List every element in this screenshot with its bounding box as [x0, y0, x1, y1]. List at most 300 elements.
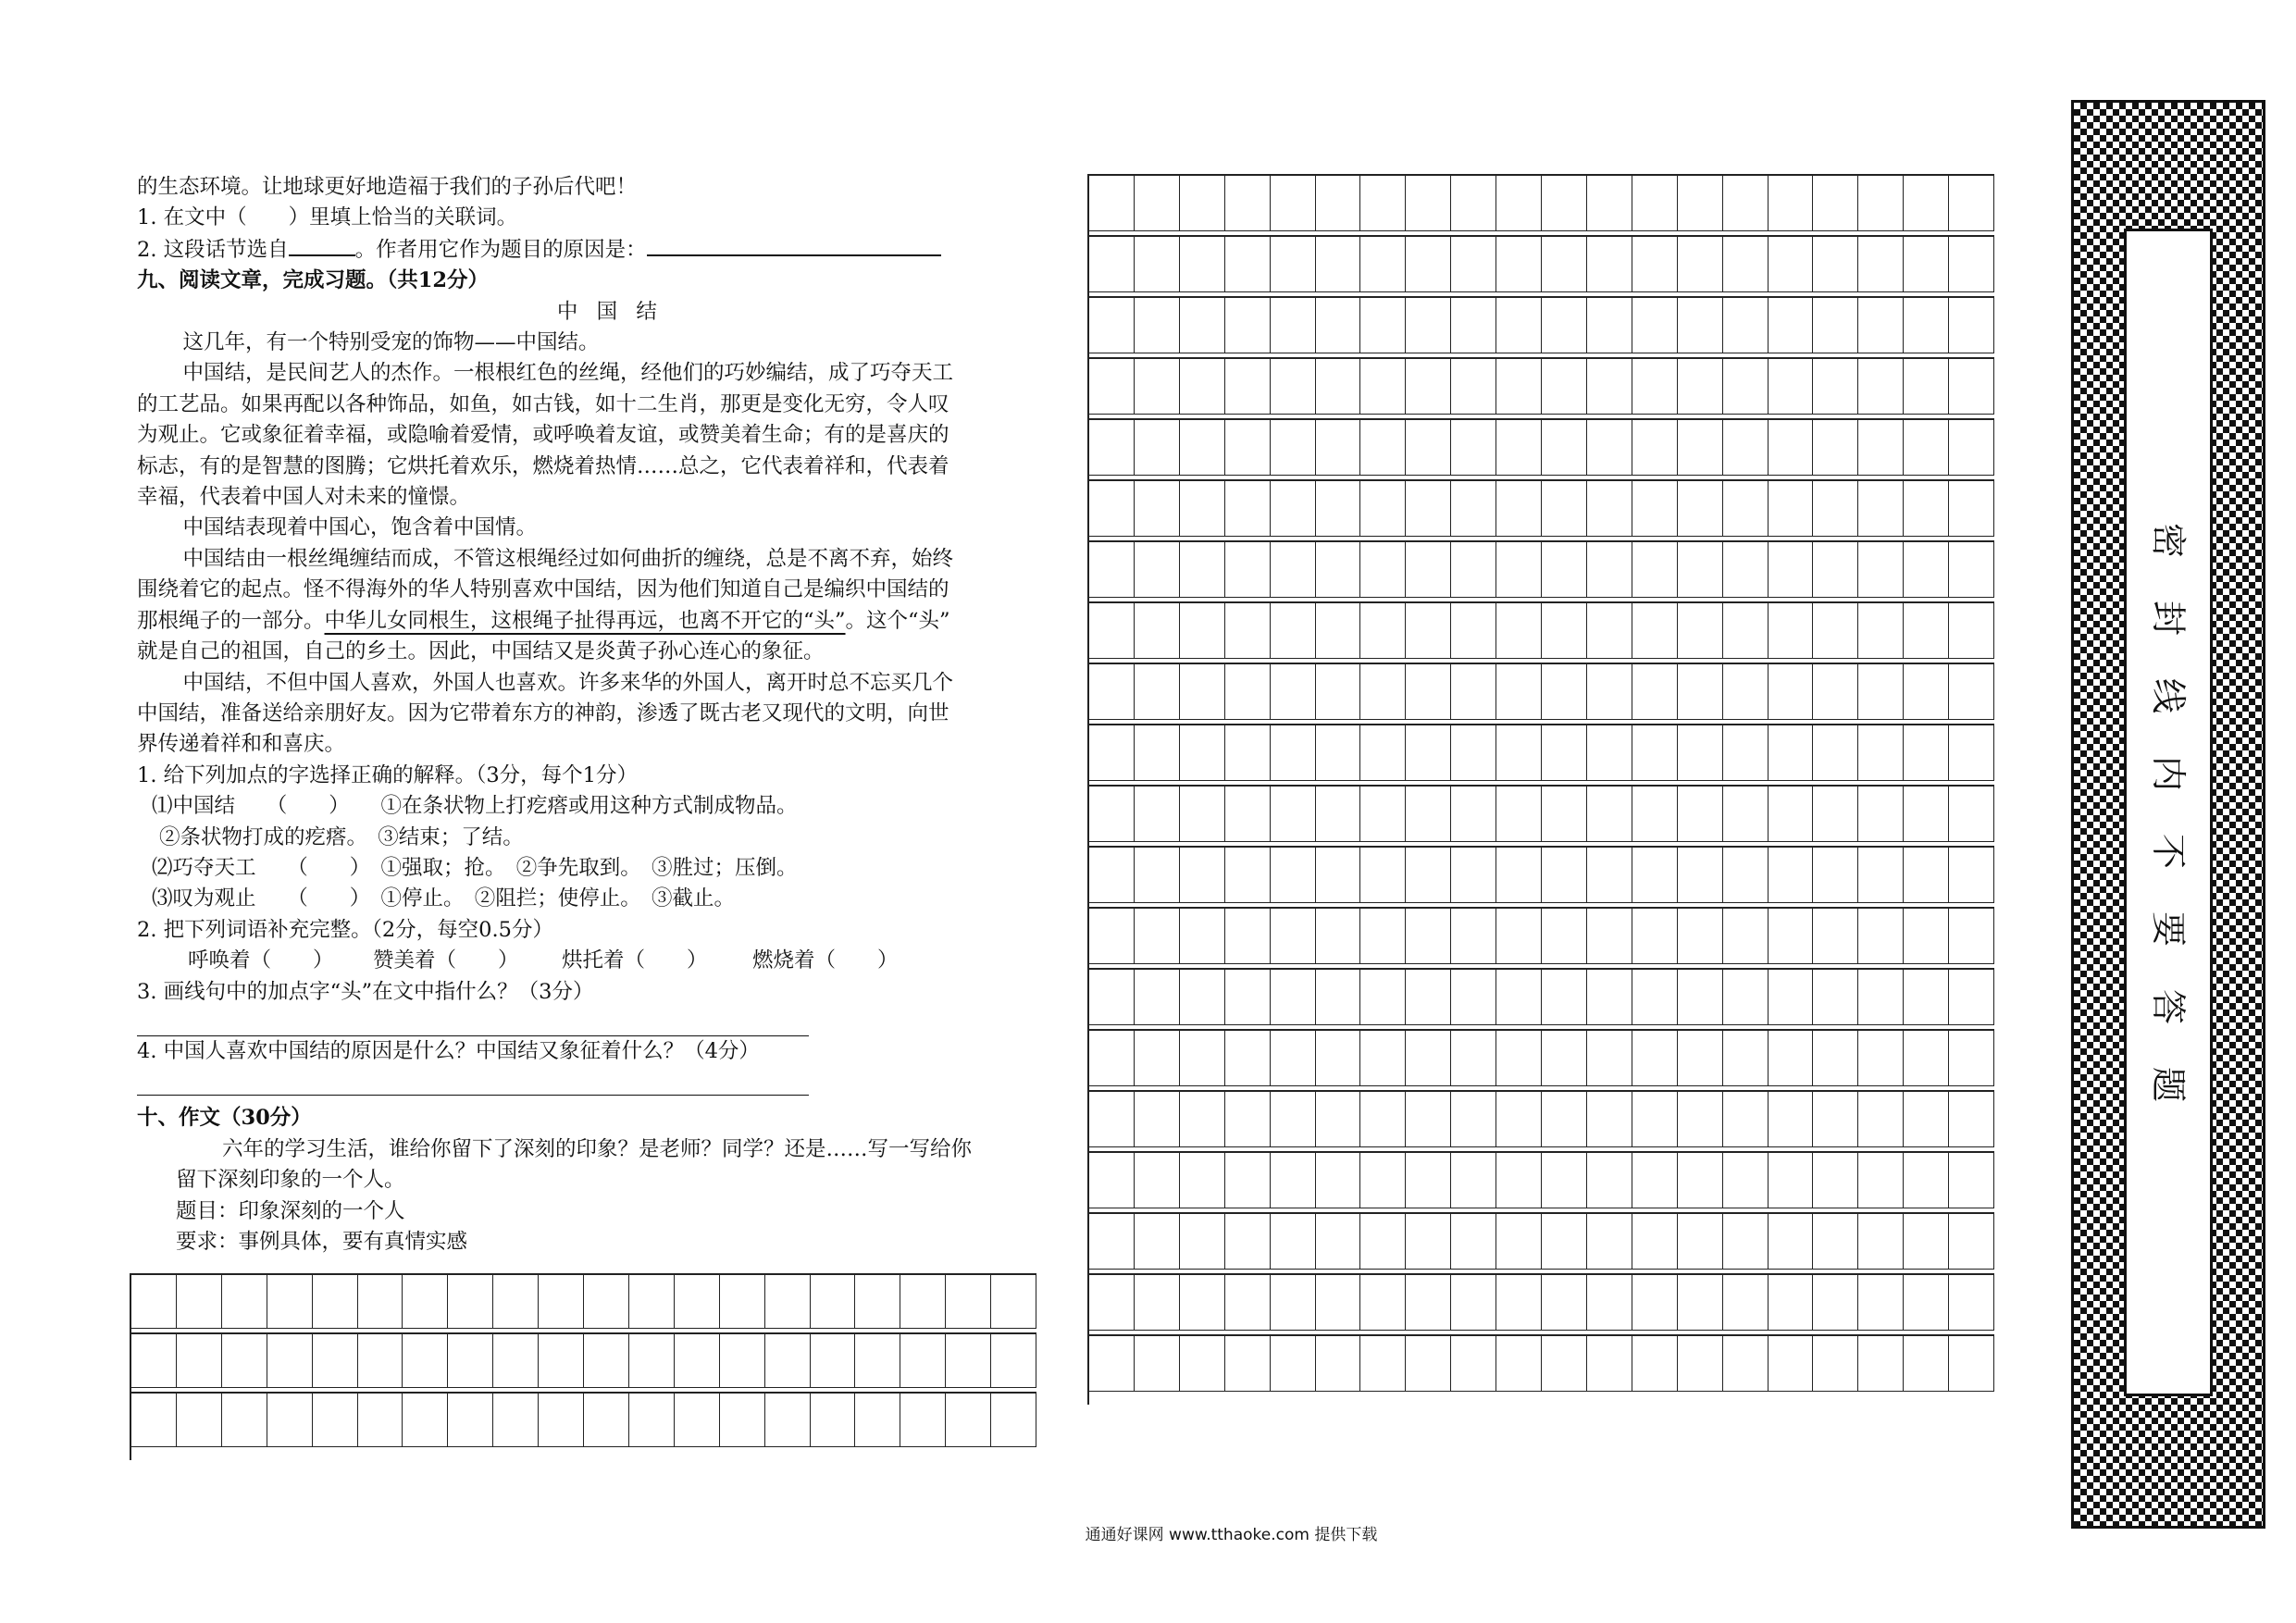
grid-cell[interactable] — [1858, 725, 1904, 781]
grid-cell[interactable] — [1089, 664, 1135, 720]
grid-cell[interactable] — [403, 1394, 448, 1447]
grid-cell[interactable] — [1180, 848, 1225, 903]
grid-cell[interactable] — [1360, 420, 1406, 476]
grid-cell[interactable] — [1542, 725, 1587, 781]
grid-cell[interactable] — [1769, 1336, 1814, 1392]
grid-cell[interactable] — [1678, 1031, 1723, 1086]
grid-cell[interactable] — [1451, 1153, 1496, 1208]
grid-cell[interactable] — [1451, 909, 1496, 964]
answer-blank-reason[interactable] — [647, 234, 941, 256]
grid-cell[interactable] — [1089, 1153, 1135, 1208]
grid-cell[interactable] — [1406, 1153, 1451, 1208]
grid-cell[interactable] — [1542, 1031, 1587, 1086]
grid-cell[interactable] — [1271, 542, 1316, 598]
grid-cell[interactable] — [1451, 725, 1496, 781]
grid-cell[interactable] — [1904, 481, 1949, 537]
grid-cell[interactable] — [131, 1334, 177, 1388]
grid-cell[interactable] — [1451, 481, 1496, 537]
grid-cell[interactable] — [1360, 725, 1406, 781]
grid-cell[interactable] — [584, 1394, 629, 1447]
grid-cell[interactable] — [1180, 970, 1225, 1025]
grid-cell[interactable] — [1813, 848, 1858, 903]
grid-cell[interactable] — [1904, 542, 1949, 598]
grid-cell[interactable] — [1135, 298, 1180, 353]
grid-cell[interactable] — [1632, 542, 1678, 598]
grid-cell[interactable] — [448, 1394, 493, 1447]
grid-cell[interactable] — [177, 1394, 222, 1447]
grid-cell[interactable] — [1542, 603, 1587, 659]
grid-cell[interactable] — [1180, 542, 1225, 598]
grid-cell[interactable] — [1225, 1092, 1271, 1147]
grid-cell[interactable] — [1632, 1092, 1678, 1147]
grid-cell[interactable] — [1678, 176, 1723, 231]
grid-cell[interactable] — [1587, 725, 1632, 781]
grid-cell[interactable] — [1316, 848, 1361, 903]
grid-cell[interactable] — [1496, 909, 1542, 964]
grid-cell[interactable] — [991, 1275, 1036, 1329]
grid-cell[interactable] — [1587, 603, 1632, 659]
grid-cell[interactable] — [1225, 359, 1271, 415]
grid-cell[interactable] — [1316, 664, 1361, 720]
grid-cell[interactable] — [1949, 481, 1994, 537]
grid-cell[interactable] — [1542, 1336, 1587, 1392]
grid-cell[interactable] — [1316, 542, 1361, 598]
grid-cell[interactable] — [1316, 420, 1361, 476]
grid-cell[interactable] — [1406, 787, 1451, 842]
grid-cell[interactable] — [1723, 420, 1769, 476]
grid-cell[interactable] — [1316, 481, 1361, 537]
grid-cell[interactable] — [1769, 1092, 1814, 1147]
grid-cell[interactable] — [1904, 1214, 1949, 1270]
grid-cell[interactable] — [1089, 298, 1135, 353]
grid-cell[interactable] — [1904, 603, 1949, 659]
grid-cell[interactable] — [584, 1275, 629, 1329]
grid-cell[interactable] — [1089, 909, 1135, 964]
grid-cell[interactable] — [1723, 603, 1769, 659]
grid-cell[interactable] — [1225, 725, 1271, 781]
grid-cell[interactable] — [1949, 420, 1994, 476]
grid-cell[interactable] — [1678, 787, 1723, 842]
grid-cell[interactable] — [1406, 664, 1451, 720]
grid-cell[interactable] — [900, 1275, 946, 1329]
grid-cell[interactable] — [1451, 542, 1496, 598]
answer-blank-source[interactable] — [289, 234, 355, 256]
grid-cell[interactable] — [1135, 1275, 1180, 1331]
grid-cell[interactable] — [675, 1334, 720, 1388]
grid-cell[interactable] — [1587, 1336, 1632, 1392]
grid-cell[interactable] — [629, 1275, 675, 1329]
grid-cell[interactable] — [1089, 176, 1135, 231]
grid-cell[interactable] — [1496, 848, 1542, 903]
grid-cell[interactable] — [1587, 909, 1632, 964]
grid-cell[interactable] — [1949, 359, 1994, 415]
grid-cell[interactable] — [1406, 603, 1451, 659]
grid-cell[interactable] — [1949, 725, 1994, 781]
grid-cell[interactable] — [1271, 237, 1316, 292]
grid-cell[interactable] — [1904, 909, 1949, 964]
grid-cell[interactable] — [1496, 664, 1542, 720]
grid-cell[interactable] — [1678, 1153, 1723, 1208]
grid-cell[interactable] — [1769, 848, 1814, 903]
grid-cell[interactable] — [1316, 1153, 1361, 1208]
grid-cell[interactable] — [1769, 176, 1814, 231]
grid-cell[interactable] — [1135, 359, 1180, 415]
grid-cell[interactable] — [1360, 970, 1406, 1025]
grid-cell[interactable] — [358, 1334, 403, 1388]
grid-cell[interactable] — [1089, 420, 1135, 476]
grid-cell[interactable] — [1135, 542, 1180, 598]
grid-cell[interactable] — [1451, 1031, 1496, 1086]
grid-cell[interactable] — [1769, 1214, 1814, 1270]
grid-cell[interactable] — [1678, 298, 1723, 353]
grid-cell[interactable] — [1496, 542, 1542, 598]
grid-cell[interactable] — [765, 1275, 811, 1329]
grid-cell[interactable] — [1451, 664, 1496, 720]
grid-cell[interactable] — [1135, 787, 1180, 842]
grid-cell[interactable] — [1723, 359, 1769, 415]
grid-cell[interactable] — [222, 1275, 267, 1329]
grid-cell[interactable] — [675, 1394, 720, 1447]
grid-cell[interactable] — [1949, 542, 1994, 598]
grid-cell[interactable] — [1632, 1153, 1678, 1208]
grid-cell[interactable] — [1904, 420, 1949, 476]
grid-cell[interactable] — [1089, 542, 1135, 598]
grid-cell[interactable] — [1406, 420, 1451, 476]
grid-cell[interactable] — [1496, 970, 1542, 1025]
grid-cell[interactable] — [1271, 848, 1316, 903]
grid-cell[interactable] — [1904, 664, 1949, 720]
grid-cell[interactable] — [1496, 176, 1542, 231]
grid-cell[interactable] — [1225, 848, 1271, 903]
grid-cell[interactable] — [1089, 1214, 1135, 1270]
grid-cell[interactable] — [358, 1275, 403, 1329]
grid-cell[interactable] — [1723, 1275, 1769, 1331]
grid-cell[interactable] — [1496, 603, 1542, 659]
grid-cell[interactable] — [1813, 909, 1858, 964]
grid-cell[interactable] — [1723, 1214, 1769, 1270]
grid-cell[interactable] — [1813, 725, 1858, 781]
grid-cell[interactable] — [1180, 603, 1225, 659]
grid-cell[interactable] — [1949, 603, 1994, 659]
grid-cell[interactable] — [1949, 1092, 1994, 1147]
grid-cell[interactable] — [1904, 176, 1949, 231]
grid-cell[interactable] — [1271, 420, 1316, 476]
grid-cell[interactable] — [1360, 603, 1406, 659]
grid-cell[interactable] — [1225, 970, 1271, 1025]
grid-cell[interactable] — [720, 1334, 765, 1388]
grid-cell[interactable] — [1135, 237, 1180, 292]
grid-cell[interactable] — [1316, 176, 1361, 231]
grid-cell[interactable] — [900, 1334, 946, 1388]
grid-cell[interactable] — [1587, 787, 1632, 842]
grid-cell[interactable] — [1678, 603, 1723, 659]
grid-cell[interactable] — [1406, 725, 1451, 781]
grid-cell[interactable] — [1406, 542, 1451, 598]
grid-cell[interactable] — [1858, 359, 1904, 415]
grid-cell[interactable] — [1089, 725, 1135, 781]
grid-cell[interactable] — [1542, 970, 1587, 1025]
grid-cell[interactable] — [1360, 237, 1406, 292]
grid-cell[interactable] — [675, 1275, 720, 1329]
grid-cell[interactable] — [1632, 725, 1678, 781]
grid-cell[interactable] — [1135, 481, 1180, 537]
grid-cell[interactable] — [1949, 970, 1994, 1025]
grid-cell[interactable] — [1904, 1275, 1949, 1331]
grid-cell[interactable] — [1723, 1031, 1769, 1086]
grid-cell[interactable] — [1858, 787, 1904, 842]
grid-cell[interactable] — [1813, 237, 1858, 292]
grid-cell[interactable] — [1813, 1092, 1858, 1147]
grid-cell[interactable] — [1451, 1336, 1496, 1392]
grid-cell[interactable] — [1451, 603, 1496, 659]
grid-cell[interactable] — [1496, 420, 1542, 476]
grid-cell[interactable] — [1406, 1336, 1451, 1392]
grid-cell[interactable] — [1451, 970, 1496, 1025]
grid-cell[interactable] — [855, 1275, 900, 1329]
grid-cell[interactable] — [1678, 664, 1723, 720]
grid-cell[interactable] — [1360, 1092, 1406, 1147]
grid-cell[interactable] — [1180, 1214, 1225, 1270]
grid-cell[interactable] — [1813, 1336, 1858, 1392]
grid-cell[interactable] — [1406, 237, 1451, 292]
grid-cell[interactable] — [1451, 420, 1496, 476]
grid-cell[interactable] — [1225, 1336, 1271, 1392]
grid-cell[interactable] — [1769, 603, 1814, 659]
grid-cell[interactable] — [1813, 176, 1858, 231]
grid-cell[interactable] — [1949, 237, 1994, 292]
grid-cell[interactable] — [1904, 848, 1949, 903]
grid-cell[interactable] — [1632, 1031, 1678, 1086]
grid-cell[interactable] — [1542, 1092, 1587, 1147]
grid-cell[interactable] — [1858, 664, 1904, 720]
grid-cell[interactable] — [946, 1334, 991, 1388]
grid-cell[interactable] — [629, 1394, 675, 1447]
grid-cell[interactable] — [1451, 359, 1496, 415]
grid-cell[interactable] — [1180, 909, 1225, 964]
grid-cell[interactable] — [1769, 298, 1814, 353]
grid-cell[interactable] — [1769, 481, 1814, 537]
grid-cell[interactable] — [811, 1394, 856, 1447]
grid-cell[interactable] — [1632, 1275, 1678, 1331]
grid-cell[interactable] — [1360, 664, 1406, 720]
grid-cell[interactable] — [1316, 1275, 1361, 1331]
grid-cell[interactable] — [1316, 787, 1361, 842]
grid-cell[interactable] — [1271, 909, 1316, 964]
grid-cell[interactable] — [1858, 542, 1904, 598]
grid-cell[interactable] — [1632, 298, 1678, 353]
grid-cell[interactable] — [1135, 1336, 1180, 1392]
grid-cell[interactable] — [1496, 359, 1542, 415]
grid-cell[interactable] — [1451, 787, 1496, 842]
grid-cell[interactable] — [1360, 1214, 1406, 1270]
grid-cell[interactable] — [1632, 359, 1678, 415]
grid-cell[interactable] — [1316, 603, 1361, 659]
grid-cell[interactable] — [1542, 542, 1587, 598]
grid-cell[interactable] — [1678, 1092, 1723, 1147]
grid-cell[interactable] — [1451, 176, 1496, 231]
grid-cell[interactable] — [1271, 1275, 1316, 1331]
grid-cell[interactable] — [1769, 787, 1814, 842]
grid-cell[interactable] — [1542, 787, 1587, 842]
grid-cell[interactable] — [1587, 1031, 1632, 1086]
grid-cell[interactable] — [1180, 787, 1225, 842]
grid-cell[interactable] — [1678, 909, 1723, 964]
grid-cell[interactable] — [1406, 1031, 1451, 1086]
grid-cell[interactable] — [1180, 481, 1225, 537]
grid-cell[interactable] — [1135, 603, 1180, 659]
grid-cell[interactable] — [1542, 481, 1587, 537]
grid-cell[interactable] — [584, 1334, 629, 1388]
grid-cell[interactable] — [629, 1334, 675, 1388]
grid-cell[interactable] — [1723, 787, 1769, 842]
grid-cell[interactable] — [1089, 1275, 1135, 1331]
grid-cell[interactable] — [1451, 1214, 1496, 1270]
grid-cell[interactable] — [493, 1275, 539, 1329]
grid-cell[interactable] — [1813, 664, 1858, 720]
grid-cell[interactable] — [1858, 970, 1904, 1025]
grid-cell[interactable] — [1089, 1336, 1135, 1392]
grid-cell[interactable] — [1769, 420, 1814, 476]
grid-cell[interactable] — [313, 1275, 358, 1329]
grid-cell[interactable] — [1360, 176, 1406, 231]
grid-cell[interactable] — [1271, 176, 1316, 231]
answer-line-q4[interactable] — [137, 1067, 809, 1096]
grid-cell[interactable] — [720, 1275, 765, 1329]
grid-cell[interactable] — [1678, 725, 1723, 781]
grid-cell[interactable] — [1904, 237, 1949, 292]
grid-cell[interactable] — [1858, 176, 1904, 231]
grid-cell[interactable] — [1632, 664, 1678, 720]
grid-cell[interactable] — [1180, 420, 1225, 476]
grid-cell[interactable] — [1678, 1336, 1723, 1392]
grid-cell[interactable] — [1496, 237, 1542, 292]
grid-cell[interactable] — [1089, 1092, 1135, 1147]
grid-cell[interactable] — [1587, 420, 1632, 476]
grid-cell[interactable] — [1451, 1275, 1496, 1331]
grid-cell[interactable] — [1271, 1092, 1316, 1147]
grid-cell[interactable] — [1723, 1092, 1769, 1147]
grid-cell[interactable] — [1858, 1275, 1904, 1331]
grid-cell[interactable] — [1271, 970, 1316, 1025]
grid-cell[interactable] — [1180, 725, 1225, 781]
grid-cell[interactable] — [1723, 664, 1769, 720]
grid-cell[interactable] — [1587, 1275, 1632, 1331]
grid-cell[interactable] — [1271, 1031, 1316, 1086]
grid-cell[interactable] — [1316, 725, 1361, 781]
grid-cell[interactable] — [1180, 1153, 1225, 1208]
grid-cell[interactable] — [1632, 787, 1678, 842]
grid-cell[interactable] — [1542, 298, 1587, 353]
grid-cell[interactable] — [1406, 848, 1451, 903]
grid-cell[interactable] — [1180, 1031, 1225, 1086]
grid-cell[interactable] — [1769, 664, 1814, 720]
grid-cell[interactable] — [1949, 1031, 1994, 1086]
grid-cell[interactable] — [1678, 237, 1723, 292]
grid-cell[interactable] — [1813, 420, 1858, 476]
grid-cell[interactable] — [1769, 359, 1814, 415]
grid-cell[interactable] — [1496, 725, 1542, 781]
grid-cell[interactable] — [1813, 1031, 1858, 1086]
grid-cell[interactable] — [1858, 481, 1904, 537]
grid-cell[interactable] — [1225, 1275, 1271, 1331]
grid-cell[interactable] — [1769, 909, 1814, 964]
grid-cell[interactable] — [1271, 359, 1316, 415]
grid-cell[interactable] — [1904, 1153, 1949, 1208]
grid-cell[interactable] — [131, 1275, 177, 1329]
grid-cell[interactable] — [1542, 359, 1587, 415]
grid-cell[interactable] — [1271, 603, 1316, 659]
grid-cell[interactable] — [1406, 298, 1451, 353]
grid-cell[interactable] — [1089, 603, 1135, 659]
grid-cell[interactable] — [1858, 420, 1904, 476]
grid-cell[interactable] — [1135, 664, 1180, 720]
grid-cell[interactable] — [177, 1275, 222, 1329]
grid-cell[interactable] — [1949, 787, 1994, 842]
grid-cell[interactable] — [1496, 481, 1542, 537]
grid-cell[interactable] — [1769, 1153, 1814, 1208]
grid-cell[interactable] — [1587, 176, 1632, 231]
grid-cell[interactable] — [1723, 237, 1769, 292]
grid-cell[interactable] — [539, 1334, 584, 1388]
grid-cell[interactable] — [1813, 359, 1858, 415]
grid-cell[interactable] — [1135, 1031, 1180, 1086]
grid-cell[interactable] — [1542, 237, 1587, 292]
grid-cell[interactable] — [1496, 787, 1542, 842]
grid-cell[interactable] — [1360, 481, 1406, 537]
grid-cell[interactable] — [1180, 1092, 1225, 1147]
grid-cell[interactable] — [1271, 1153, 1316, 1208]
grid-cell[interactable] — [1451, 298, 1496, 353]
essay-grid-small[interactable] — [130, 1273, 1036, 1460]
grid-cell[interactable] — [1089, 787, 1135, 842]
grid-cell[interactable] — [448, 1275, 493, 1329]
grid-cell[interactable] — [991, 1394, 1036, 1447]
grid-cell[interactable] — [1135, 725, 1180, 781]
grid-cell[interactable] — [1135, 970, 1180, 1025]
grid-cell[interactable] — [1360, 787, 1406, 842]
grid-cell[interactable] — [1813, 1275, 1858, 1331]
grid-cell[interactable] — [1360, 848, 1406, 903]
grid-cell[interactable] — [765, 1334, 811, 1388]
grid-cell[interactable] — [1406, 481, 1451, 537]
grid-cell[interactable] — [1587, 542, 1632, 598]
grid-cell[interactable] — [1496, 1031, 1542, 1086]
grid-cell[interactable] — [403, 1334, 448, 1388]
grid-cell[interactable] — [1225, 1214, 1271, 1270]
grid-cell[interactable] — [1858, 1336, 1904, 1392]
grid-cell[interactable] — [1542, 1275, 1587, 1331]
grid-cell[interactable] — [1135, 848, 1180, 903]
grid-cell[interactable] — [1813, 970, 1858, 1025]
grid-cell[interactable] — [1496, 1153, 1542, 1208]
grid-cell[interactable] — [1271, 1214, 1316, 1270]
grid-cell[interactable] — [1587, 237, 1632, 292]
grid-cell[interactable] — [493, 1334, 539, 1388]
grid-cell[interactable] — [1089, 848, 1135, 903]
grid-cell[interactable] — [1858, 1214, 1904, 1270]
grid-cell[interactable] — [1632, 970, 1678, 1025]
grid-cell[interactable] — [1089, 481, 1135, 537]
grid-cell[interactable] — [811, 1334, 856, 1388]
grid-cell[interactable] — [1723, 909, 1769, 964]
grid-cell[interactable] — [1271, 787, 1316, 842]
grid-cell[interactable] — [1813, 1153, 1858, 1208]
grid-cell[interactable] — [1225, 909, 1271, 964]
grid-cell[interactable] — [1225, 1031, 1271, 1086]
grid-cell[interactable] — [1360, 298, 1406, 353]
grid-cell[interactable] — [1542, 1153, 1587, 1208]
grid-cell[interactable] — [1632, 420, 1678, 476]
